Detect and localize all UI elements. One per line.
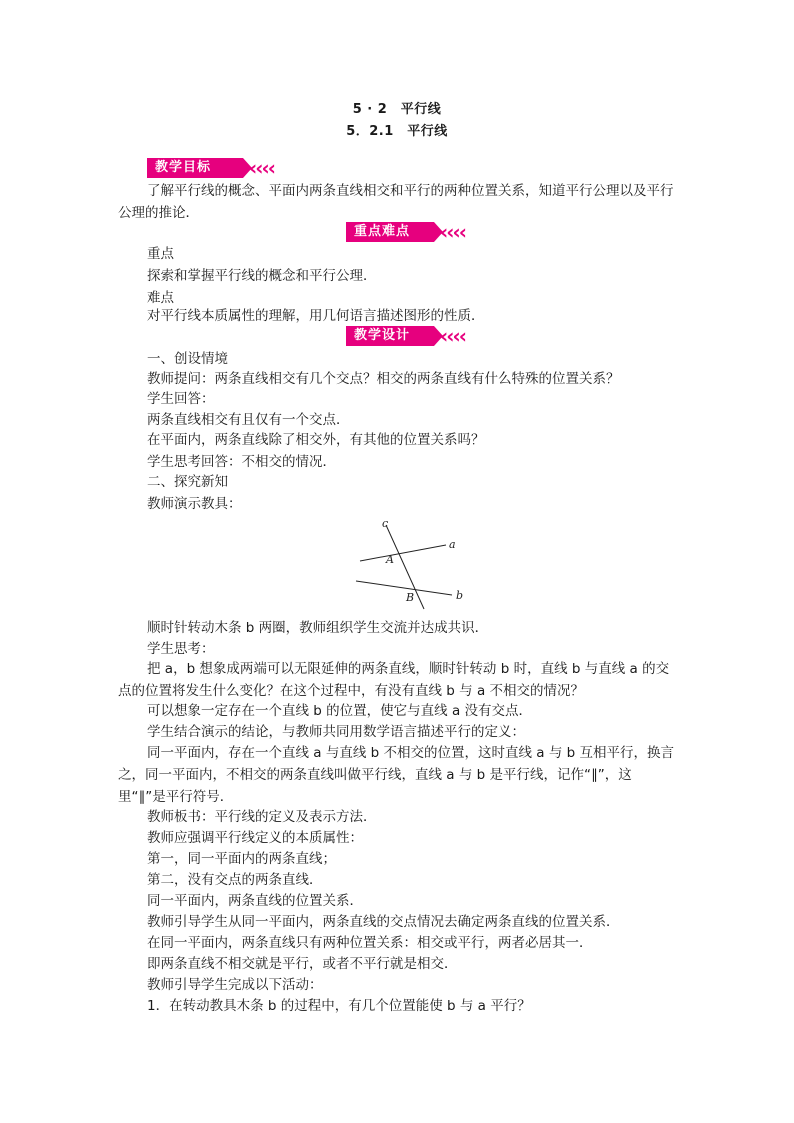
text-line: 在平面内，两条直线除了相交外，有其他的位置关系吗？ [147, 432, 485, 448]
label-B: B [406, 591, 415, 604]
chevrons-icon: ‹‹‹‹ [440, 324, 465, 348]
text-line: 教师演示教具： [147, 496, 242, 512]
text-line: 学生思考： [147, 641, 215, 657]
text-line: 即两条直线不相交就是平行，或者不平行就是相交． [147, 956, 458, 972]
text-line: 学生结合演示的结论，与教师共同用数学语言描述平行的定义： [147, 724, 525, 740]
section-heading: 一、创设情境 [147, 351, 228, 367]
line-a [360, 545, 446, 561]
line-b [356, 581, 452, 595]
text-line: 教师板书：平行线的定义及表示方法． [147, 809, 377, 825]
banner-label: 教学设计 [346, 326, 434, 346]
teaching-goal-banner [147, 158, 297, 178]
text-line: 第二，没有交点的两条直线． [147, 872, 323, 888]
label-A: A [386, 553, 394, 566]
text-line: 教师提问：两条直线相交有几个交点？相交的两条直线有什么特殊的位置关系？ [147, 371, 620, 387]
text-line: 教师引导学生从同一平面内，两条直线的交点情况去确定两条直线的位置关系． [147, 914, 620, 930]
teaching-design-banner [346, 326, 496, 346]
chevrons-icon: ‹‹‹‹ [249, 156, 274, 180]
key-points-banner [346, 222, 496, 242]
difficulty-text: 对平行线本质属性的理解，用几何语言描述图形的性质． [147, 308, 485, 324]
text-line: 教师应强调平行线定义的本质属性： [147, 830, 363, 846]
section-title: 5 · 2 平行线 [352, 102, 442, 117]
intersecting-lines-figure [340, 515, 480, 615]
goal-paragraph: 了解平行线的概念、平面内两条直线相交和平行的两种位置关系，知道平行公理以及平行公理的推论． [118, 183, 674, 221]
line-c [386, 525, 424, 609]
subsection-title: 5．2.1 平行线 [346, 124, 448, 139]
text-line: 在同一平面内，两条直线只有两种位置关系：相交或平行，两者必居其一． [147, 935, 593, 951]
label-a: a [449, 538, 456, 551]
banner-label: 教学目标 [147, 158, 243, 178]
key-text: 探索和掌握平行线的概念和平行公理． [147, 268, 377, 284]
chevrons-icon: ‹‹‹‹ [440, 220, 465, 244]
text-line: 学生思考回答：不相交的情况． [147, 454, 336, 470]
text-line: 可以想象一定存在一个直线 b 的位置，使它与直线 a 没有交点． [147, 703, 533, 719]
paragraph: 把 a，b 想象成两端可以无限延伸的两条直线，顺时针转动 b 时，直线 b 与直线 a 的交点的位置将发生什么变化？在这个过程中，有没有直线 b 与 a 不相交的情况？ [118, 661, 670, 699]
text-line: 同一平面内，两条直线的位置关系． [147, 893, 363, 909]
banner-label: 重点难点 [346, 222, 434, 242]
key-heading: 重点 [147, 246, 174, 262]
label-c: c [382, 517, 389, 530]
text-line: 学生回答： [147, 391, 215, 407]
text-line: 顺时针转动木条 b 两圈，教师组织学生交流并达成共识． [147, 620, 489, 636]
text-line: 两条直线相交有且仅有一个交点． [147, 412, 350, 428]
section-heading: 二、探究新知 [147, 474, 228, 490]
text-line: 教师引导学生完成以下活动： [147, 977, 323, 993]
label-b: b [456, 589, 464, 602]
text-line: 1．在转动教具木条 b 的过程中，有几个位置能使 b 与 a 平行？ [147, 998, 531, 1014]
difficulty-heading: 难点 [147, 290, 174, 306]
text-line: 第一，同一平面内的两条直线； [147, 851, 336, 867]
paragraph: 同一平面内，存在一个直线 a 与直线 b 不相交的位置，这时直线 a 与 b 互相平行，换言之，同一平面内，不相交的两条直线叫做平行线，直线 a 与 b 是平行线，记作“∥”，这里“∥”是平行符号． [118, 745, 675, 805]
